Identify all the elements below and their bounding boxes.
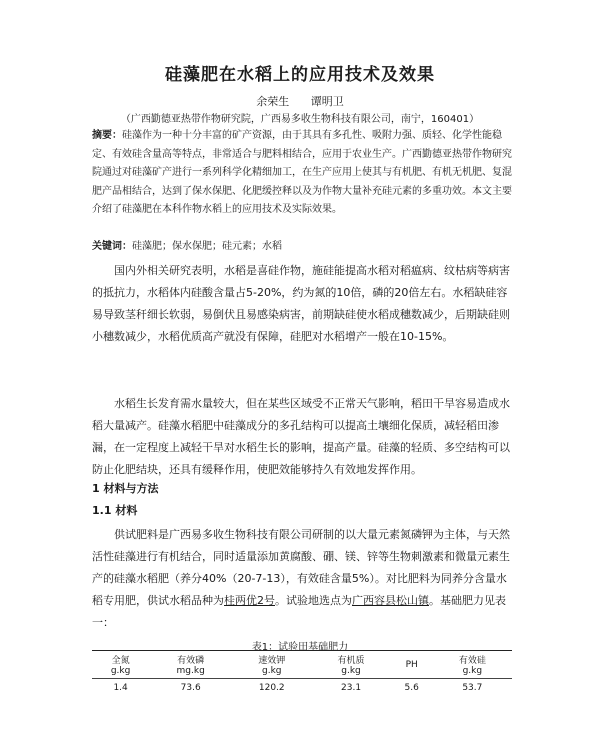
body-paragraph-1: 国内外相关研究表明，水稻是喜硅作物，施硅能提高水稻对稻瘟病、纹枯病等病害的抵抗力，水稻体内硅酸含量占5-20%，约为氮的10倍，磷的20倍左右。水稻缺硅容易导致茎秆细长软弱，易倒伏且易感染病害，前期缺硅使水稻成穗数减少，后期缺硅则小穗数减少，水稻优质高产就没有保障，硅肥对水稻增产一般在10-15%。 bbox=[92, 264, 510, 343]
table-caption: 表1：试验田基础肥力 bbox=[251, 642, 349, 653]
trial-site: 广西容县松山镇 bbox=[352, 594, 429, 607]
paper-authors: 余荣生 谭明卫 bbox=[256, 95, 344, 108]
table-header-row bbox=[92, 651, 512, 679]
keywords-label: 关键词： bbox=[92, 241, 132, 252]
keywords bbox=[92, 238, 512, 257]
paper-affiliation: （广西勤德亚热带作物研究院，广西易多收生物科技有限公司，南宁，160401） bbox=[120, 114, 480, 125]
p3-text-b: 。试验地选点为 bbox=[275, 594, 352, 607]
header-total-nitrogen: 全氮 g.kg bbox=[92, 651, 149, 679]
section-heading-1-1: 1.1 材料 bbox=[92, 504, 138, 517]
table-cell: 73.6 bbox=[149, 679, 232, 698]
table-cell: 1.4 bbox=[92, 679, 149, 698]
rice-variety: 桂两优2号 bbox=[224, 594, 275, 607]
table-cell: 53.7 bbox=[433, 679, 512, 698]
keywords-text: 硅藻肥；保水保肥；硅元素；水稻 bbox=[132, 241, 282, 252]
p3-text-a: 供试肥料是广西易多收生物科技有限公司研制的以大量元素氮磷钾为主体，与天然活性硅藻进行有机结合，同时适量添加黄腐酸、硼、镁、锌等生物刺激素和微量元素生产的硅藻水稻肥（养分40%（20-7-13），有效硅含量5%）。对比肥料为同养分含量水稻专用肥，供试水稻品种为 bbox=[92, 528, 510, 607]
table-row bbox=[92, 679, 512, 698]
abstract bbox=[92, 127, 512, 220]
body-paragraph-3 bbox=[92, 524, 512, 634]
soil-fertility-table bbox=[92, 650, 512, 697]
header-available-potassium: 速效钾 g.kg bbox=[232, 651, 311, 679]
table-cell: 5.6 bbox=[391, 679, 433, 698]
paper-title: 硅藻肥在水稻上的应用技术及效果 bbox=[165, 65, 435, 85]
abstract-label: 摘要： bbox=[92, 130, 122, 141]
abstract-text: 硅藻作为一种十分丰富的矿产资源，由于其具有多孔性、吸附力强、质轻、化学性能稳定、有效硅含量高等特点，非常适合与肥料相结合，应用于农业生产。广西勤德亚热带作物研究院通过对硅藻矿产进行一系列科学化精细加工，在生产应用上使其与有机肥、有机无机肥、复混肥产品相结合，达到了保水保肥、化肥缓控释以及为作物大量补充硅元素的多重功效。本文主要介绍了硅藻肥在本科作物水稻上的应用技术及实际效果。 bbox=[92, 130, 512, 216]
header-ph: PH bbox=[391, 651, 433, 679]
header-organic-matter: 有机质 g.kg bbox=[311, 651, 390, 679]
body-paragraph-2: 水稻生长发育需水量较大，但在某些区域受不正常天气影响，稻田干旱容易造成水稻大量减产。硅藻水稻肥中硅藻成分的多孔结构可以提高土壤细化保质，减轻稻田渗漏，在一定程度上减轻干旱对水稻生长的影响，提高产量。硅藻的轻质、多空结构可以防止化肥结块，还具有缓释作用，使肥效能够持久有效地发挥作用。 bbox=[92, 397, 510, 476]
table-cell: 23.1 bbox=[311, 679, 390, 698]
section-heading-1: 1 材料与方法 bbox=[92, 482, 159, 495]
p3-text-c: 。基础肥力见表一： bbox=[92, 594, 506, 629]
header-available-silicon: 有效硅 g.kg bbox=[433, 651, 512, 679]
table-cell: 120.2 bbox=[232, 679, 311, 698]
header-available-phosphorus: 有效磷 mg.kg bbox=[149, 651, 232, 679]
